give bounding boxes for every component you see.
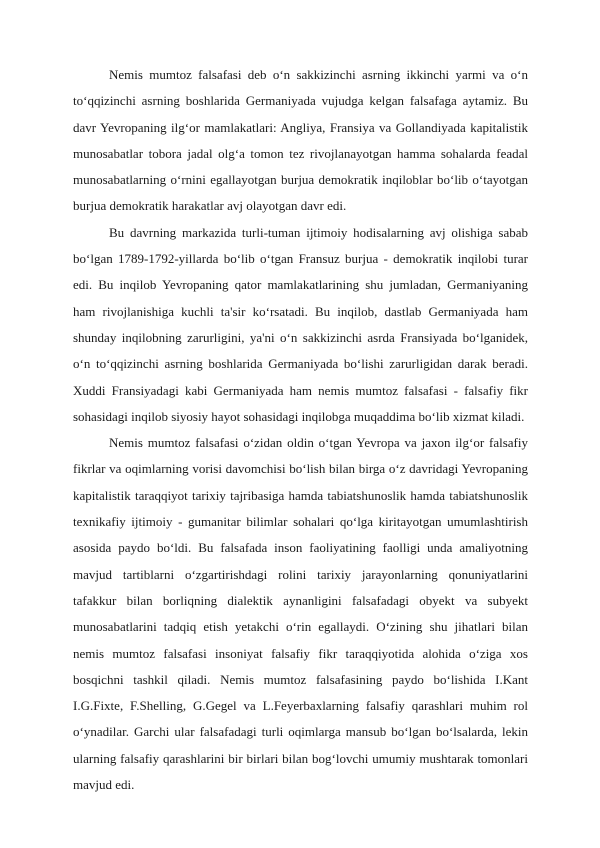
document-body [73,62,528,798]
paragraph-1: Nemis mumtoz falsafasi deb o‘n sakkizinchi asrning ikkinchi yarmi va o‘n to‘qqizinchi asrning boshlarida Germaniyada vujudga kelgan falsafaga aytamiz. Bu davr Yevropaning ilg‘or mamlakatlari: Angliya, Fransiya va Gollandiyada kapitalistik munosabatlar tobora jadal olg‘a tomon tez rivojlanayotgan hamma sohalarda feadal munosabatlarning o‘rnini egallayotgan burjua demokratik inqiloblar bo‘lib o‘tayotgan burjua demokratik harakatlar avj olayotgan davr edi. [73,67,528,214]
paragraph-2: Bu davrning markazida turli-tuman ijtimoiy hodisalarning avj olishiga sabab bo‘lgan 1789-1792-yillarda bo‘lib o‘tgan Fransuz burjua - demokratik inqilobi turar edi. Bu inqilob Yevropaning qator mamlakatlarining shu jumladan, Germaniyaning ham rivojlanishiga kuchli ta'sir ko‘rsatadi. Bu inqilob, dastlab Germaniyada ham shunday inqilobning zarurligini, ya'ni o‘n sakkizinchi asrda Fransiyada bo‘lganidek, o‘n to‘qqizinchi asrning boshlarida Germaniyada bo‘lishi zarurligidan darak beradi. Xuddi Fransiyadagi kabi Germaniyada ham nemis mumtoz falsafasi - falsafiy fikr sohasidagi inqilob siyosiy hayot sohasidagi inqilobga muqaddima bo‘lib xizmat kiladi. [73,224,528,424]
paragraph-3: Nemis mumtoz falsafasi o‘zidan oldin o‘tgan Yevropa va jaxon ilg‘or falsafiy fikrlar va oqimlarning vorisi davomchisi bo‘lish bilan birga o‘z davridagi Yevropaning kapitalistik taraqqiyot tarixiy tajribasiga hamda tabiatshunoslik hamda tabiatshunoslik texnikafiy ijtimoiy - gumanitar bilimlar sohalari qo‘lga kiritayotgan umumlashtirish asosida paydo bo‘ldi. Bu falsafada inson faoliyatining faolligi unda amaliyotning mavjud tartiblarni o‘zgartirishdagi rolini tarixiy jarayonlarning qonuniyatlarini tafakkur bilan borliqning dialektik aynanligini falsafadagi obyekt va subyekt munosabatlarini tadqiq etish yetakchi o‘rin egallaydi. O‘zining shu jihatlari bilan nemis mumtoz falsafasi insoniyat falsafiy fikr taraqqiyotida alohida o‘ziga xos bosqichni tashkil qiladi. Nemis mumtoz falsafasining paydo bo‘lishida I.Kant I.G.Fixte, F.Shelling, G.Gegel va L.Feyerbaxlarning falsafiy qarashlari muhim rol o‘ynadilar. Garchi ular falsafadagi turli oqimlarga mansub bo‘lgan bo‘lsalarda, lekin ularning falsafiy qarashlarini bir birlari bilan bog‘lovchi umumiy mushtarak tomonlari mavjud edi. [73,435,528,793]
